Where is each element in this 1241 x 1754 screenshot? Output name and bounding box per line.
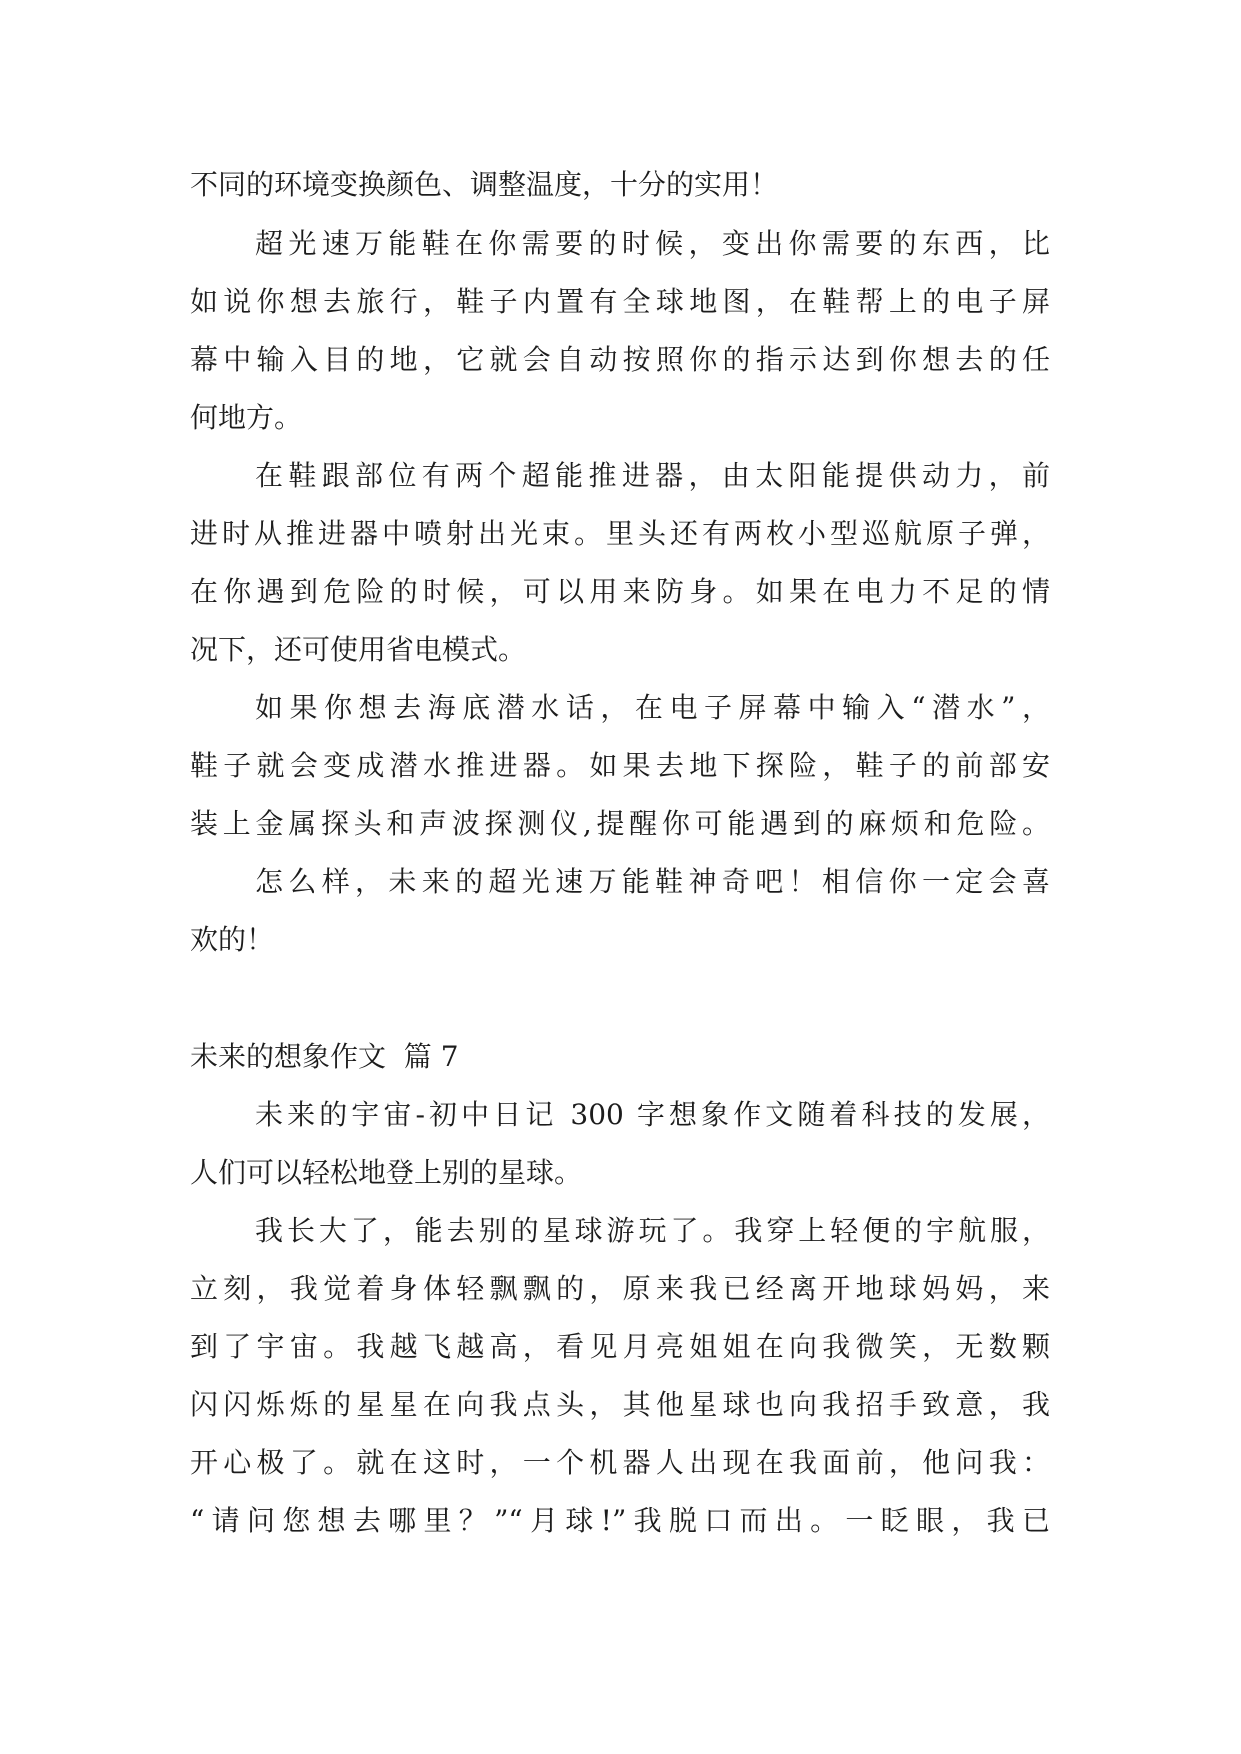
text-line: 如果你想去海底潜水话，在电子屏幕中输入“潜水”，	[255, 691, 1050, 724]
text-line: 况下，还可使用省电模式。	[190, 633, 527, 666]
paragraph	[190, 1202, 1050, 1550]
text-line: 欢的！	[190, 923, 275, 956]
text-line: 到了宇宙。我越飞越高，看见月亮姐姐在向我微笑，无数颗	[190, 1330, 1050, 1363]
section-heading	[190, 1028, 1050, 1086]
text-line: 如说你想去旅行，鞋子内置有全球地图，在鞋帮上的电子屏	[190, 285, 1050, 318]
section-heading-text: 未来的想象作文 篇 7	[190, 1040, 459, 1073]
text-line: 幕中输入目的地，它就会自动按照你的指示达到你想去的任	[190, 343, 1050, 376]
text-line: 立刻，我觉着身体轻飘飘的，原来我已经离开地球妈妈，来	[190, 1272, 1050, 1305]
paragraph	[190, 215, 1050, 447]
text-line: “请问您想去哪里？”“月球!”我脱口而出。一眨眼，我已	[190, 1504, 1050, 1537]
text-line: 闪闪烁烁的星星在向我点头，其他星球也向我招手致意，我	[190, 1388, 1050, 1421]
text-line: 装上金属探头和声波探测仪,提醒你可能遇到的麻烦和危险。	[190, 807, 1050, 840]
text-line: 人们可以轻松地登上别的星球。	[190, 1156, 583, 1189]
text-line: 在你遇到危险的时候，可以用来防身。如果在电力不足的情	[190, 575, 1050, 608]
text-line: 我长大了，能去别的星球游玩了。我穿上轻便的宇航服，	[255, 1214, 1050, 1247]
text-line: 不同的环境变换颜色、调整温度，十分的实用！	[190, 168, 779, 201]
text-line: 鞋子就会变成潜水推进器。如果去地下探险，鞋子的前部安	[190, 749, 1050, 782]
text-line: 超光速万能鞋在你需要的时候，变出你需要的东西，比	[255, 227, 1050, 260]
paragraph	[190, 679, 1050, 853]
paragraph	[190, 447, 1050, 679]
text-line: 开心极了。就在这时，一个机器人出现在我面前，他问我：	[190, 1446, 1050, 1479]
paragraph	[190, 156, 1050, 214]
text-line: 何地方。	[190, 401, 303, 434]
paragraph	[190, 853, 1050, 969]
text-line: 未来的宇宙-初中日记 300 字想象作文随着科技的发展，	[255, 1098, 1050, 1131]
text-line: 怎么样，未来的超光速万能鞋神奇吧！相信你一定会喜	[255, 865, 1050, 898]
paragraph	[190, 1086, 1050, 1202]
text-line: 在鞋跟部位有两个超能推进器，由太阳能提供动力，前	[255, 459, 1050, 492]
text-line: 进时从推进器中喷射出光束。里头还有两枚小型巡航原子弹，	[190, 517, 1050, 550]
